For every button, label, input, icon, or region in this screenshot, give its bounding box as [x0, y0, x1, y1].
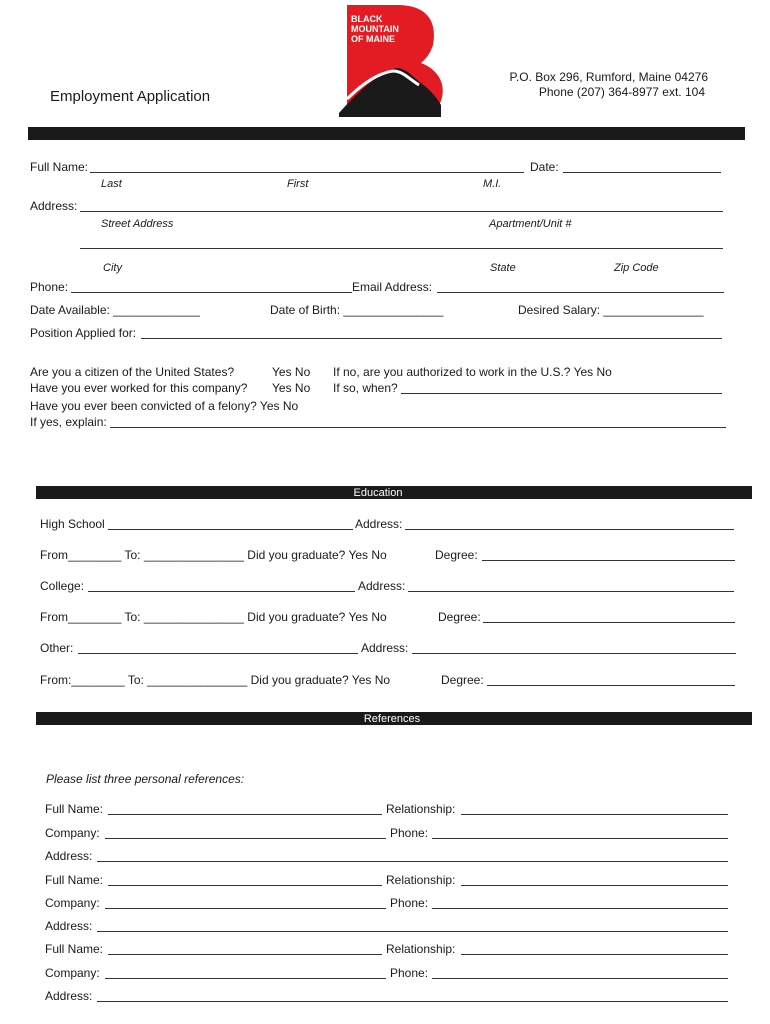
ref1-full-name-label: Full Name: [45, 802, 104, 816]
full-name-field[interactable] [90, 172, 524, 173]
college-degree-field[interactable] [483, 622, 735, 623]
ref2-phone-label: Phone: [390, 896, 429, 910]
ref3-company-label: Company: [45, 966, 100, 980]
ref2-address-label: Address: [45, 919, 93, 933]
company-logo [337, 3, 449, 119]
explain-field[interactable] [110, 427, 726, 428]
last-caption: Last [101, 178, 122, 190]
date-available-field[interactable]: Date Available: _____________ [30, 303, 200, 317]
street-address-field[interactable] [80, 211, 723, 212]
state-caption: State [490, 262, 516, 274]
citizen-question: Are you a citizen of the United States? [30, 365, 235, 379]
page-title: Employment Application [50, 88, 211, 105]
other-field[interactable] [78, 653, 358, 654]
ref3-address-label: Address: [45, 989, 93, 1003]
position-field[interactable] [141, 338, 722, 339]
date-label: Date: [530, 160, 559, 174]
references-heading: References [363, 713, 421, 725]
ref3-relationship-label: Relationship: [386, 942, 456, 956]
header-divider [28, 127, 745, 140]
other-degree-label: Degree: [441, 673, 484, 687]
logo-text-3: OF MAINE [351, 34, 395, 44]
high-school-label: High School [40, 517, 105, 531]
ref1-company-label: Company: [45, 826, 100, 840]
logo-text-1: BLACK [351, 14, 383, 24]
ref1-company-field[interactable] [105, 838, 386, 839]
ref1-relationship-label: Relationship: [386, 802, 456, 816]
college-degree-label: Degree: [438, 610, 481, 624]
ref2-phone-field[interactable] [432, 908, 728, 909]
ref3-relationship-field[interactable] [461, 954, 728, 955]
ref3-address-field[interactable] [97, 1001, 728, 1002]
felony-question[interactable]: Have you ever been convicted of a felony? Yes No [30, 399, 299, 413]
ref2-company-label: Company: [45, 896, 100, 910]
city-caption: City [103, 262, 122, 274]
mi-caption: M.I. [483, 178, 502, 190]
references-instruction: Please list three personal references: [46, 772, 245, 786]
explain-label: If yes, explain: [30, 415, 107, 429]
first-caption: First [287, 178, 309, 190]
other-label: Other: [40, 641, 74, 655]
high-school-dates[interactable]: From________ To: _______________ Did you graduate? Yes No [40, 548, 387, 562]
date-of-birth-field[interactable]: Date of Birth: _______________ [270, 303, 444, 317]
street-caption: Street Address [101, 218, 174, 230]
phone-label: Phone: [30, 280, 69, 294]
ref3-phone-label: Phone: [390, 966, 429, 980]
ref2-relationship-field[interactable] [461, 885, 728, 886]
position-label: Position Applied for: [30, 326, 137, 340]
ref1-phone-field[interactable] [432, 838, 728, 839]
ref2-relationship-label: Relationship: [386, 873, 456, 887]
high-school-address-field[interactable] [405, 529, 734, 530]
worked-question: Have you ever worked for this company? [30, 381, 248, 395]
high-school-field[interactable] [108, 529, 353, 530]
ref3-full-name-field[interactable] [108, 954, 382, 955]
company-phone: Phone (207) 364-8977 ext. 104 [538, 85, 705, 99]
full-name-label: Full Name: [30, 160, 89, 174]
if-so-field[interactable] [401, 393, 722, 394]
other-degree-field[interactable] [487, 685, 735, 686]
ref2-full-name-label: Full Name: [45, 873, 104, 887]
apartment-caption: Apartment/Unit # [489, 218, 572, 230]
college-dates[interactable]: From________ To: _______________ Did you graduate? Yes No [40, 610, 387, 624]
education-heading: Education [353, 487, 403, 499]
ref2-full-name-field[interactable] [108, 885, 382, 886]
other-dates[interactable]: From:________ To: _______________ Did you graduate? Yes No [40, 673, 391, 687]
zip-caption: Zip Code [614, 262, 659, 274]
email-label: Email Address: [352, 280, 433, 294]
worked-yes-no[interactable]: Yes No [272, 381, 311, 395]
other-address-label: Address: [361, 641, 409, 655]
high-school-degree-field[interactable] [482, 560, 735, 561]
company-address: P.O. Box 296, Rumford, Maine 04276 [509, 70, 708, 84]
desired-salary-field[interactable]: Desired Salary: _______________ [518, 303, 704, 317]
college-address-field[interactable] [408, 591, 734, 592]
email-field[interactable] [437, 292, 724, 293]
college-field[interactable] [88, 591, 355, 592]
high-school-degree-label: Degree: [435, 548, 478, 562]
city-state-zip-field[interactable] [80, 248, 723, 249]
authorized-question[interactable]: If no, are you authorized to work in the U.S.? Yes No [333, 365, 612, 379]
high-school-address-label: Address: [355, 517, 403, 531]
ref1-relationship-field[interactable] [461, 814, 728, 815]
ref1-address-label: Address: [45, 849, 93, 863]
ref1-phone-label: Phone: [390, 826, 429, 840]
ref2-company-field[interactable] [105, 908, 386, 909]
ref3-company-field[interactable] [105, 978, 386, 979]
citizen-yes-no[interactable]: Yes No [272, 365, 311, 379]
date-field[interactable] [563, 172, 721, 173]
ref1-address-field[interactable] [97, 861, 728, 862]
ref3-full-name-label: Full Name: [45, 942, 104, 956]
other-address-field[interactable] [412, 653, 736, 654]
ref1-full-name-field[interactable] [108, 814, 382, 815]
logo-text-2: MOUNTAIN [351, 24, 399, 34]
if-so-label: If so, when? [333, 381, 398, 395]
address-label: Address: [30, 199, 78, 213]
ref2-address-field[interactable] [97, 931, 728, 932]
phone-field[interactable] [71, 292, 352, 293]
ref3-phone-field[interactable] [432, 978, 728, 979]
college-address-label: Address: [358, 579, 406, 593]
college-label: College: [40, 579, 85, 593]
